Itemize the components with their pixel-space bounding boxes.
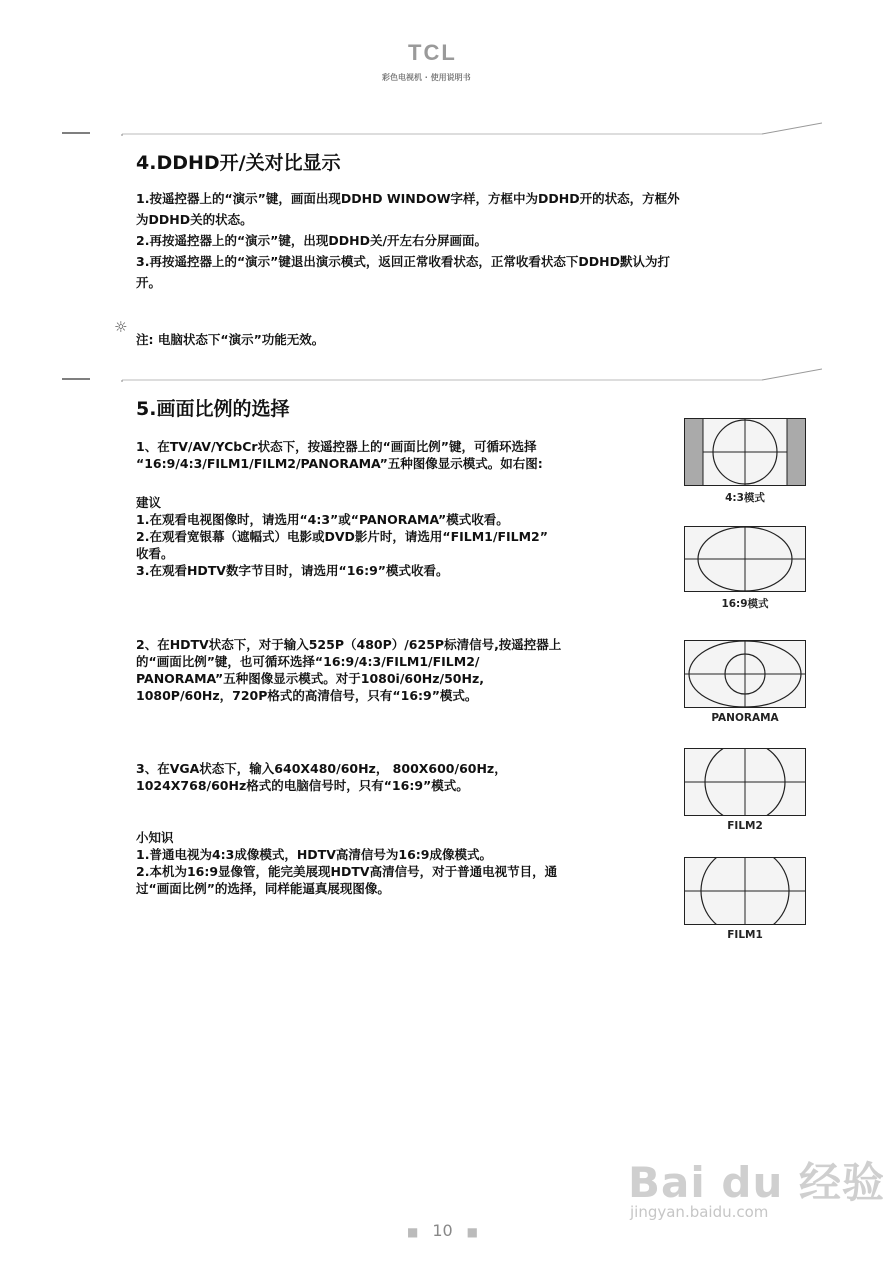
mode-4-3-figure	[684, 418, 806, 505]
mode-caption: FILM1	[727, 929, 763, 941]
text-line: 3、在VGA状态下，输入640X480/60Hz， 800X600/60Hz，	[136, 761, 507, 776]
text-line: 1.按遥控器上的“演示”键，画面出现DDHD WINDOW字样，方框中为DDHD开的状态，方框外	[136, 191, 680, 206]
mode-caption: FILM2	[727, 820, 763, 832]
text-line: 收看。	[136, 546, 174, 561]
tips-title: 小知识	[136, 830, 174, 845]
dot-icon: ■	[406, 1224, 419, 1239]
section4-note: 注: 电脑状态下“演示”功能无效。	[136, 332, 325, 347]
mode-film1-figure	[684, 857, 806, 941]
text-line: PANORAMA”五种图像显示模式。对于1080i/60Hz/50Hz,	[136, 671, 484, 686]
mode-4-3-diagram	[684, 418, 806, 486]
section5-block1	[136, 438, 646, 472]
text-line: 2.再按遥控器上的“演示”键，出现DDHD关/开左右分屏画面。	[136, 233, 488, 248]
text-line: 开。	[136, 275, 162, 290]
section4-title: 4.DDHD开/关对比显示	[136, 152, 341, 174]
text-line: 3.再按遥控器上的“演示”键退出演示模式，返回正常收看状态，正常收看状态下DDHD默认为打	[136, 254, 670, 269]
text-line: 2.本机为16:9显像管，能完美展现HDTV高清信号，对于普通电视节目，通	[136, 864, 558, 879]
page-number	[0, 1221, 885, 1240]
text-line: 2、在HDTV状态下，对于输入525P（480P）/625P标清信号,按遥控器上	[136, 637, 562, 652]
text-line: “16:9/4:3/FILM1/FILM2/PANORAMA”五种图像显示模式。如右图:	[136, 456, 543, 471]
text-line: 1.普通电视为4:3成像模式，HDTV高清信号为16:9成像模式。	[136, 847, 492, 862]
text-line: 1、在TV/AV/YCbCr状态下，按遥控器上的“画面比例”键，可循环选择	[136, 439, 537, 454]
section5-block2	[136, 636, 646, 704]
section5-tips	[136, 829, 646, 897]
mode-caption: PANORAMA	[711, 712, 779, 724]
header-tagline: 彩色电视机 · 使用说明书	[382, 73, 471, 82]
dot-icon: ■	[466, 1224, 479, 1239]
text-line: 为DDHD关的状态。	[136, 212, 253, 227]
section5-title: 5.画面比例的选择	[136, 398, 290, 420]
page-number-value: 10	[432, 1221, 453, 1240]
note-sun-icon: ☼	[114, 318, 128, 336]
section5-block3	[136, 760, 646, 794]
section-divider	[62, 122, 822, 136]
section-divider	[62, 368, 822, 382]
section4-body	[136, 188, 812, 293]
mode-film2-diagram	[684, 748, 806, 816]
text-line: 1024X768/60Hz格式的电脑信号时，只有“16:9”模式。	[136, 778, 469, 793]
text-line: 的“画面比例”键，也可循环选择“16:9/4:3/FILM1/FILM2/	[136, 654, 480, 669]
text-line: 2.在观看宽银幕（遮幅式）电影或DVD影片时，请选用“FILM1/FILM2”	[136, 529, 548, 544]
watermark-url: jingyan.baidu.com	[630, 1203, 769, 1221]
mode-panorama-diagram	[684, 640, 806, 708]
mode-16-9-diagram	[684, 526, 806, 592]
mode-panorama-figure	[684, 640, 806, 724]
text-line: 1080P/60Hz，720P格式的高清信号，只有“16:9”模式。	[136, 688, 478, 703]
text-line: 3.在观看HDTV数字节目时，请选用“16:9”模式收看。	[136, 563, 449, 578]
mode-film2-figure	[684, 748, 806, 832]
advice-title: 建议	[136, 495, 162, 510]
mode-16-9-figure	[684, 526, 806, 611]
brand-logo: TCL	[408, 40, 457, 65]
watermark: Bai du 经验	[628, 1158, 885, 1207]
mode-caption: 16:9模式	[721, 598, 769, 610]
mode-film1-diagram	[684, 857, 806, 925]
text-line: 过“画面比例”的选择，同样能逼真展现图像。	[136, 881, 390, 896]
section5-advice	[136, 494, 646, 579]
mode-caption: 4:3模式	[725, 492, 765, 504]
text-line: 1.在观看电视图像时，请选用“4:3”或“PANORAMA”模式收看。	[136, 512, 509, 527]
